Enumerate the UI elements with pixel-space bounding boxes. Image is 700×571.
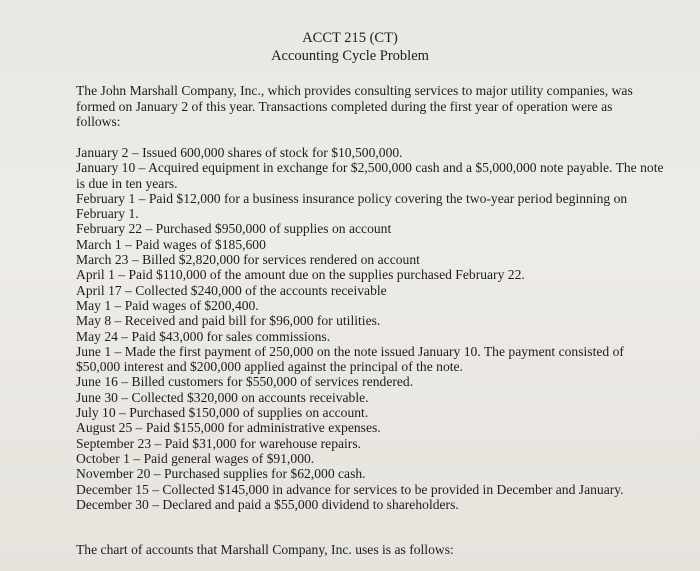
transaction-list (76, 145, 666, 512)
transaction-item: May 8 – Received and paid bill for $96,000 for utilities. (76, 313, 381, 329)
transaction-item: January 10 – Acquired equipment in exchange for $2,500,000 cash and a $5,000,000 note payable. The note is due in ten years. (76, 160, 664, 191)
transaction-item: February 22 – Purchased $950,000 of supplies on account (76, 221, 392, 237)
transaction-item: September 23 – Paid $31,000 for warehouse repairs. (76, 435, 362, 451)
transaction-item: October 1 – Paid general wages of $91,000. (76, 450, 315, 466)
chart-of-accounts-intro: The chart of accounts that Marshall Company, Inc. uses is as follows: (76, 542, 454, 557)
transaction-item: November 20 – Purchased supplies for $62,000 cash. (76, 466, 366, 482)
transaction-item: August 25 – Paid $155,000 for administrative expenses. (76, 420, 381, 436)
transaction-item: May 1 – Paid wages of $200,400. (76, 297, 259, 313)
transaction-item: June 30 – Collected $320,000 on accounts receivable. (76, 389, 369, 405)
page-title: Accounting Cycle Problem (271, 48, 429, 64)
transaction-item: April 17 – Collected $240,000 of the accounts receivable (76, 282, 387, 298)
transaction-item: March 23 – Billed $2,820,000 for services rendered on account (76, 252, 420, 268)
intro-paragraph: The John Marshall Company, Inc., which provides consulting services to major utility companies, was formed on January 2 of this year. Transactions completed during the first year of operation were as follows: (76, 83, 633, 130)
transaction-item: December 15 – Collected $145,000 in advance for services to be provided in December and January. (76, 481, 624, 497)
transaction-item: March 1 – Paid wages of $185,600 (76, 236, 266, 252)
transaction-item: June 16 – Billed customers for $550,000 of services rendered. (76, 374, 414, 390)
transaction-item: July 10 – Purchased $150,000 of supplies on account. (76, 405, 369, 421)
transaction-item: May 24 – Paid $43,000 for sales commissions. (76, 328, 331, 344)
transaction-item: April 1 – Paid $110,000 of the amount due on the supplies purchased February 22. (76, 267, 525, 283)
course-code: ACCT 215 (CT) (302, 30, 398, 46)
transaction-item: December 30 – Declared and paid a $55,000 dividend to shareholders. (76, 496, 459, 512)
transaction-item: June 1 – Made the first payment of 250,000 on the note issued January 10. The payment consisted of $50,000 interest and $200,000 applied against the principal of the note. (76, 343, 624, 375)
transaction-item: February 1 – Paid $12,000 for a business insurance policy covering the two-year period beginning on February 1. (76, 190, 628, 222)
document-header (0, 29, 700, 65)
transaction-item: January 2 – Issued 600,000 shares of stock for $10,500,000. (76, 145, 403, 160)
